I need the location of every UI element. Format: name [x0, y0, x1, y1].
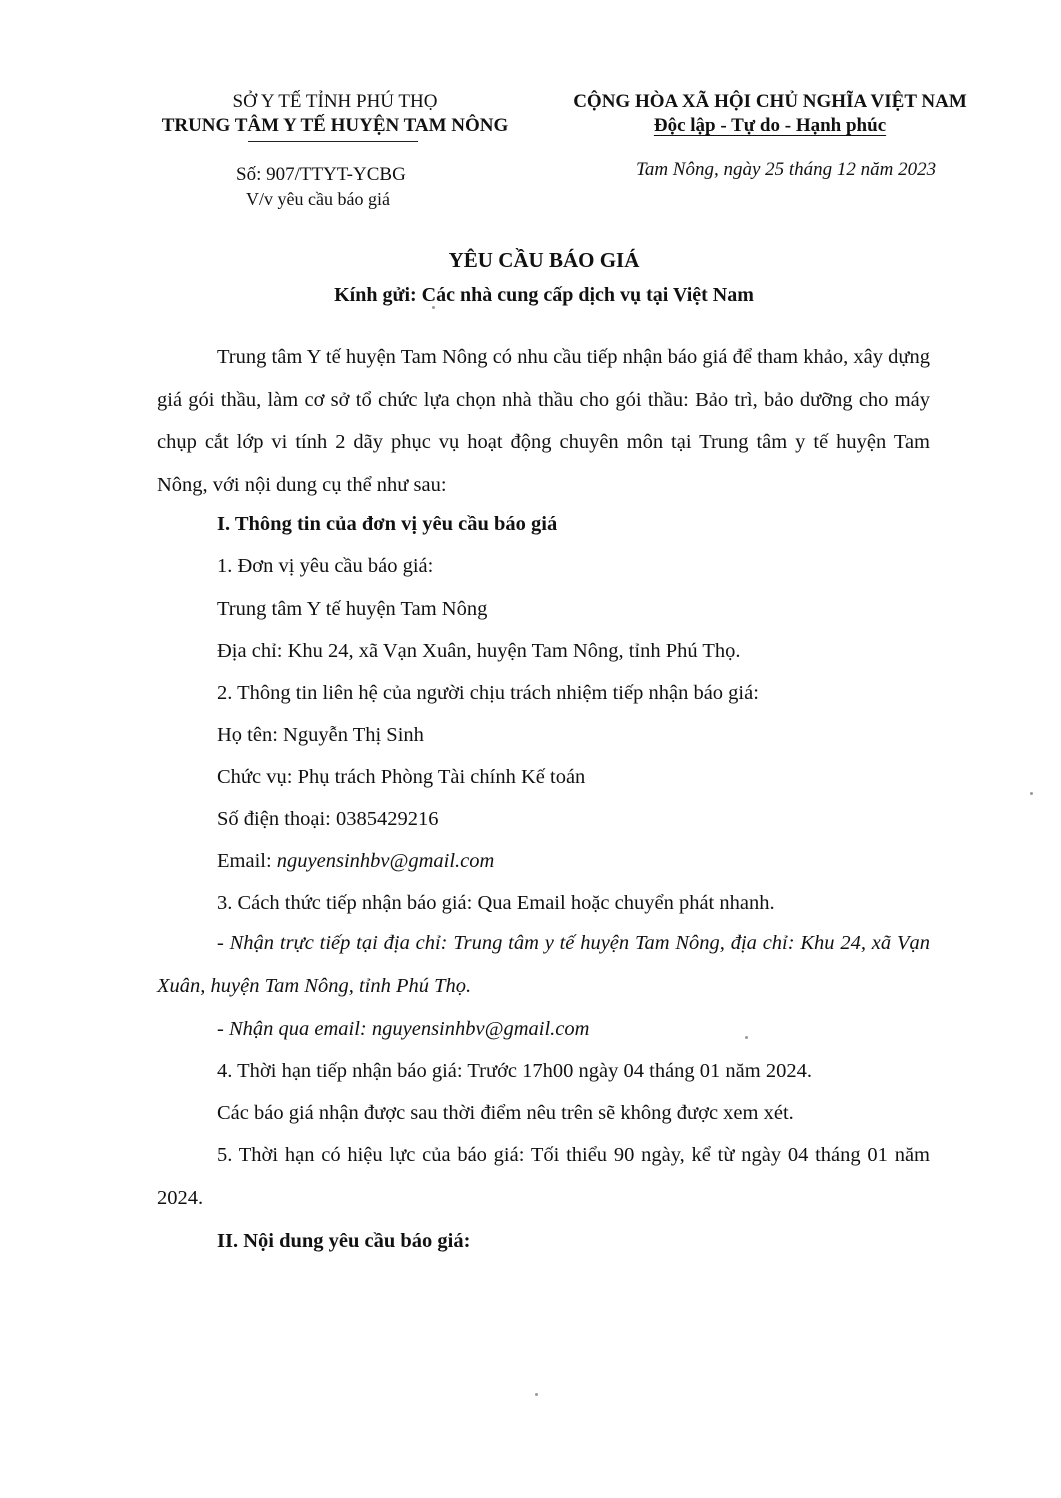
- section-1-heading: I. Thông tin của đơn vị yêu cầu báo giá: [217, 513, 558, 535]
- contact-email-link[interactable]: nguyensinhbv@gmail.com: [276, 850, 495, 872]
- contact-position: Chức vụ: Phụ trách Phòng Tài chính Kế toán: [217, 766, 586, 788]
- national-motto: Độc lập - Tự do - Hạnh phúc: [653, 115, 887, 136]
- contact-name: Họ tên: Nguyễn Thị Sinh: [217, 724, 424, 746]
- email-receipt-link[interactable]: nguyensinhbv@gmail.com: [371, 1018, 590, 1040]
- deadline: 4. Thời hạn tiếp nhận báo giá: Trước 17h00 ngày 04 tháng 01 năm 2024.: [217, 1060, 812, 1082]
- contact-email-line: [217, 847, 494, 875]
- document-title: YÊU CẦU BÁO GIÁ: [448, 248, 640, 272]
- direct-receipt-address: - Nhận trực tiếp tại địa chỉ: Trung tâm y tế huyện Tam Nông, địa chỉ: Khu 24, xã Vạn Xuân, huyện Tam Nông, tỉnh Phú Thọ.: [157, 932, 930, 997]
- deadline-note: Các báo giá nhận được sau thời điểm nêu trên sẽ không được xem xét.: [217, 1102, 794, 1124]
- scan-speck: [1030, 792, 1033, 795]
- email-receipt-line: [217, 1015, 589, 1043]
- validity-period: 5. Thời hạn có hiệu lực của báo giá: Tối thiểu 90 ngày, kể từ ngày 04 tháng 01 năm 2024.: [157, 1144, 930, 1209]
- requesting-unit-name: Trung tâm Y tế huyện Tam Nông: [217, 598, 488, 620]
- agency-name: TRUNG TÂM Y TẾ HUYỆN TAM NÔNG: [161, 115, 509, 136]
- scan-speck: [745, 1036, 748, 1039]
- scan-speck: [432, 306, 435, 309]
- place-and-date: Tam Nông, ngày 25 tháng 12 năm 2023: [636, 159, 937, 180]
- unit-address: Địa chỉ: Khu 24, xã Vạn Xuân, huyện Tam Nông, tỉnh Phú Thọ.: [217, 640, 741, 662]
- email-receipt-label: - Nhận qua email:: [217, 1018, 372, 1040]
- agency-underline: [248, 141, 418, 142]
- section-2-heading: II. Nội dung yêu cầu báo giá:: [217, 1230, 471, 1252]
- receipt-method: 3. Cách thức tiếp nhận báo giá: Qua Email hoặc chuyển phát nhanh.: [217, 892, 775, 914]
- document-subject: V/v yêu cầu báo giá: [246, 189, 390, 209]
- contact-email-label: Email:: [217, 850, 277, 872]
- scan-speck: [535, 1393, 538, 1396]
- national-title: CỘNG HÒA XÃ HỘI CHỦ NGHĨA VIỆT NAM: [573, 91, 967, 112]
- contact-label: 2. Thông tin liên hệ của người chịu trách nhiệm tiếp nhận báo giá:: [217, 682, 759, 704]
- agency-parent: SỞ Y TẾ TỈNH PHÚ THỌ: [232, 91, 438, 112]
- requesting-unit-label: 1. Đơn vị yêu cầu báo giá:: [217, 555, 434, 577]
- intro-paragraph: Trung tâm Y tế huyện Tam Nông có nhu cầu tiếp nhận báo giá để tham khảo, xây dựng giá gói thầu, làm cơ sở tổ chức lựa chọn nhà thầu cho gói thầu: Bảo trì, bảo dưỡng cho máy chụp cắt lớp vi tính 2 dãy phục vụ hoạt động chuyên môn tại Trung tâm y tế huyện Tam Nông, với nội dung cụ thể như sau:: [157, 346, 930, 496]
- document-number: Số: 907/TTYT-YCBG: [236, 164, 406, 185]
- recipient-line: Kính gửi: Các nhà cung cấp dịch vụ tại Việt Nam: [334, 284, 754, 306]
- contact-phone: Số điện thoại: 0385429216: [217, 808, 439, 830]
